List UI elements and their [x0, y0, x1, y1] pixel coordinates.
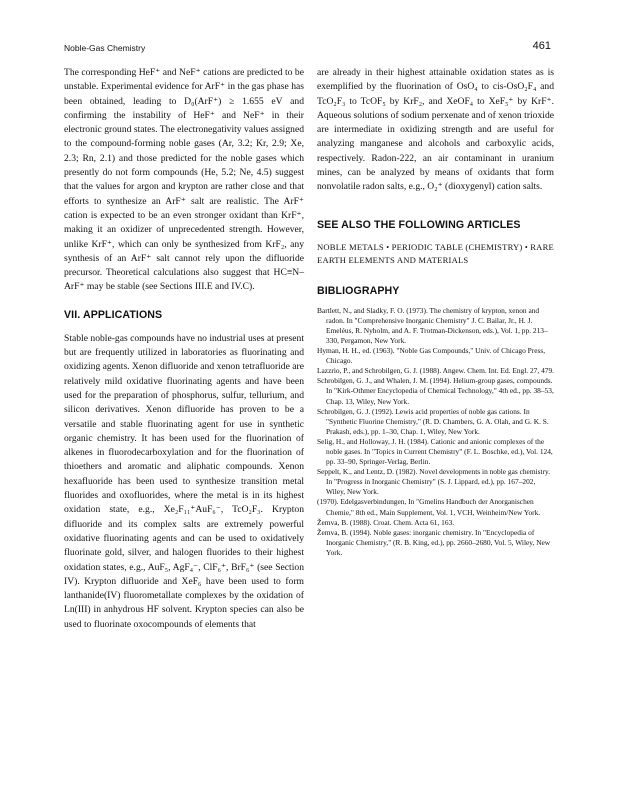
see-also-separator: • [386, 242, 390, 252]
see-also-link-periodic-table[interactable]: PERIODIC TABLE (CHEMISTRY) [391, 241, 523, 252]
intro-paragraph: The corresponding HeF⁺ and NeF⁺ cations are predicted to be unstable. Experimental evidence for ArF⁺ in the gas phase has been obtained, leading to D₀(ArF⁺) ≥ 1.655 eV and confirming the instability of HeF⁺ and NeF⁺ in their electronic ground states. The electronegativity values assigned to the compound-forming noble gases (Ar, 3.2; Kr, 2.9; Xe, 2.3; Rn, 2.1) and those predicted for the noble gases which presently do not form compounds (He, 5.2; Ne, 4.5) suggest that the values for argon and krypton are rather close and that efforts to synthesize an ArF⁺ salt are realistic. The ArF⁺ cation is expected to be an even stronger oxidant than KrF⁺, making it an oxidizer of unprecedented strength. However, unlike KrF⁺, which can only be synthesized from KrF₂, any synthesis of an ArF⁺ salt cannot rely upon the difluoride precursor. Theoretical calculations also suggest that HC≡N–ArF⁺ may be stable (see Sections III.E and IV.C). [64, 67, 304, 293]
see-also-link-rare-earth[interactable]: RARE EARTH ELEMENTS AND MATERIALS [317, 241, 554, 265]
bibliography-entry: Žemva, B. (1988). Croat. Chem. Acta 61, 163. [317, 517, 455, 527]
applications-heading: VII. APPLICATIONS [64, 308, 163, 321]
see-also-heading: SEE ALSO THE FOLLOWING ARTICLES [317, 218, 521, 231]
applications-paragraph: Stable noble-gas compounds have no industrial uses at present but are frequently utilized in laboratories as fluorinating and oxidizing agents. Xenon difluoride and xenon tetrafluoride are relatively mild oxidative fluorinating agents and have been used for the preparation of phosphorus, sulfur, tellurium, and silicon derivatives. Xenon difluoride has proven to be a versatile and stable fluorinating agent for use in synthetic organic chemistry. It has been used for the fluorination of alkenes in fluorodecarboxylation and for the fluorination of thioethers and aromatic and aliphatic compounds. Xenon hexafluoride has been used to synthesize transition metal fluorides and oxofluorides, where the metal is in its highest oxidation state, e.g., Xe₂F₁₁⁺AuF₆⁻, TcO₂F₃. Krypton difluoride and its complex salts are extremely powerful oxidative fluorinating agents and can be used to oxidatively fluorinate gold, silver, and halogen fluorides to their highest oxidation states, e.g., AuF₅, AgF₄⁻, ClF₆⁺, BrF₆⁺ (see Section IV). Krypton difluoride and XeF₆ have been used to form lanthanide(IV) fluorometallate complexes by the oxidation of Ln(III) in anhydrous HF solvent. Krypton species can also be used to fluorinate oxocompounds of elements that [64, 332, 304, 630]
bibliography-entry: Hyman, H. H., ed. (1963). "Noble Gas Compounds," Univ. of Chicago Press, Chicago. [317, 346, 546, 366]
see-also-link-noble-metals[interactable]: NOBLE METALS [317, 241, 384, 252]
bibliography-entry: Schrobilgen, G. J. (1992). Lewis acid properties of noble gas cations. In "Synthetic Fluorine Chemistry," (R. D. Chambers, G. A. Olah, and G. K. S. Prakash, eds.), pp. 1–30, Chap. 1, Wiley, New York. [317, 406, 549, 436]
running-title: Noble-Gas Chemistry [64, 43, 146, 53]
bibliography-entry: Bartlett, N., and Sladky, F. O. (1973). The chemistry of krypton, xenon and radon. In "Comprehensive Inorganic Chemistry" J. C. Bailar, Jr., H. J. Emeléus, R. Nyholm, and A. F. Trotman-Dickenson, eds.), Vol. 1, pp. 213–330, Pergamon, New York. [317, 305, 548, 345]
bibliography-entry: Žemva, B. (1994). Noble gases: inorganic chemistry. In "Encyclopedia of Inorganic Chemistry," (R. B. King, ed.), pp. 2660–2680, Vol. 5, Wiley, New York. [317, 527, 551, 557]
continued-paragraph: are already in their highest attainable oxidation states as is exemplified by the fluorination of OsO₄ to cis-OsO₂F₄ and TcO₂F₃ to TcOF₅ by KrF₂, and XeOF₄ to XeF₅⁺ by KrF⁺. Aqueous solutions of sodium perxenate and of xenon trioxide are intermediate in oxidizing strength and are useful for analyzing manganese and alcohols and carboxylic acids, respectively. Radon-222, an air contaminant in uranium mines, can be analyzed by means of oxidants that form nonvolatile radon salts, e.g., O₂⁺ (dioxygenyl) cation salts. [317, 67, 554, 193]
bibliography-entry: (1970). Edelgasverbindungen, In "Gmelins Handbuch der Anorganischen Chemie," 8th ed., Main Supplement, Vol. 1, VCH, Weinheim/New York. [317, 497, 541, 517]
page-number: 461 [532, 40, 551, 52]
bibliography-entry: Selig, H., and Holloway, J. H. (1984). Cationic and anionic complexes of the noble gases. In "Topics in Current Chemistry" (F. L. Boschke, ed.), Vol. 124, pp. 33–90, Springer-Verlag, Berlin. [317, 436, 553, 467]
see-also-list [317, 241, 554, 267]
bibliography-entry: Seppelt, K., and Lentz, D. (1982). Novel developments in noble gas chemistry. In "Progress in Inorganic Chemistry" (S. J. Lippard, ed.), pp. 167–202, Wiley, New York. [317, 467, 551, 497]
left-column [64, 66, 304, 632]
bibliography-entry: Lazzrio, P., and Schrobilgen, G. J. (1988). Angew. Chem. Int. Ed. Engl. 27, 479. [317, 366, 555, 376]
bibliography-list [317, 306, 554, 558]
bibliography-entry: Schrobilgen, G. J., and Whalen, J. M. (1994). Helium-group gases, compounds. In "Kirk-Othmer Encyclopedia of Chemical Technology," 4th ed., pp. 38–53, Chap. 13, Wiley, New York. [317, 376, 554, 406]
bibliography-heading: BIBLIOGRAPHY [317, 284, 400, 297]
right-column [317, 66, 554, 558]
see-also-separator: • [524, 242, 528, 252]
